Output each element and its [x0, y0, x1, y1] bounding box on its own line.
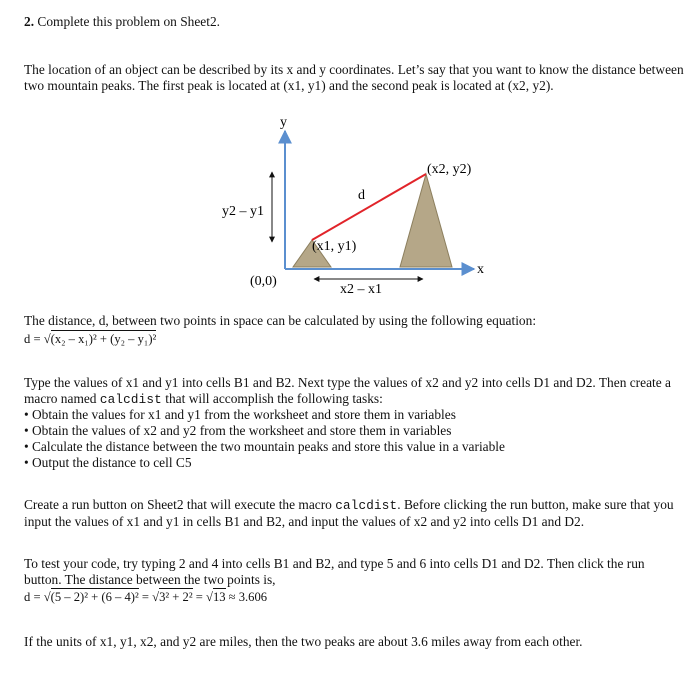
distance-line	[312, 174, 426, 240]
list-item: • Calculate the distance between the two mountain peaks and store this value in a variable	[24, 439, 684, 455]
macro-name: calcdist	[99, 393, 162, 407]
list-item: • Output the distance to cell C5	[24, 455, 684, 471]
task-list	[24, 407, 684, 471]
worked-eq-radicand-2: 3² + 2²	[159, 590, 193, 604]
origin-label: (0,0)	[250, 274, 277, 289]
list-item: • Obtain the values for x1 and y1 from the worksheet and store them in variables	[24, 407, 684, 423]
instructions-paragraph	[24, 375, 684, 408]
distance-equation: d = √(x₂ – x₁)² + (y₂ – y₁)²	[24, 332, 157, 346]
run-button-paragraph	[24, 497, 684, 530]
instructions-text-end: that will accomplish the following tasks:	[161, 391, 383, 406]
worked-eq-radicand-3: 13	[212, 590, 226, 604]
problem-heading-text: Complete this problem on Sheet2.	[37, 14, 221, 29]
macro-name: calcdist	[335, 499, 398, 513]
point1-label: (x1, y1)	[312, 239, 357, 254]
distance-intro-paragraph: The distance, d, between two points in space can be calculated by using the following equation:	[24, 313, 537, 328]
mountain-peaks-figure	[0, 0, 700, 300]
run-button-text-end: . Before clicking the run button, make sure that you input the values of x1 and y1 in cells B1 and B2, and input the values of x2 and y2 into cells D1 and D2.	[24, 497, 674, 529]
worked-eq-result: ≈ 3.606	[225, 590, 268, 604]
dx-label: x2 – x1	[340, 282, 382, 297]
list-item: • Obtain the values of x2 and y2 from the worksheet and store them in variables	[24, 423, 684, 439]
worked-eq-equals: =	[192, 590, 207, 604]
test-paragraph: To test your code, try typing 2 and 4 into cells B1 and B2, and type 5 and 6 into cells D1 and D2. Then click the run button. The distance between the two points is,	[24, 556, 645, 587]
equation-lhs: d =	[24, 332, 44, 346]
problem-number: 2.	[24, 14, 35, 29]
x-axis-label: x	[477, 262, 484, 277]
point2-label: (x2, y2)	[427, 162, 472, 177]
worked-eq-radicand-1: (5 – 2)² + (6 – 4)²	[50, 590, 139, 604]
distance-label: d	[358, 188, 365, 203]
instructions-text-start: Type the values of x1 and y1 into cells B1 and B2. Next type the values of x2 and y2 into cells D1 and D2. Then create a macro named	[24, 375, 671, 406]
equation-radicand: (x₂ – x₁)² + (y₂ – y₁)²	[50, 332, 157, 346]
dy-label: y2 – y1	[222, 204, 264, 219]
y-axis-label: y	[280, 115, 287, 130]
run-button-text-start: Create a run button on Sheet2 that will execute the macro	[24, 497, 336, 512]
intro-paragraph: The location of an object can be described by its x and y coordinates. Let’s say that you want to know the distance between two mountain peaks. The first peak is located at (x1, y1) and the second peak is located at (x2, y2).	[24, 62, 684, 93]
large-peak	[400, 174, 452, 267]
closing-paragraph: If the units of x1, y1, x2, and y2 are miles, then the two peaks are about 3.6 miles away from each other.	[24, 634, 583, 649]
worked-eq-equals: =	[138, 590, 153, 604]
worked-equation: d = √(5 – 2)² + (6 – 4)² = √3² + 2² = √13 ≈ 3.606	[24, 590, 268, 604]
worked-eq-lhs: d =	[24, 590, 44, 604]
